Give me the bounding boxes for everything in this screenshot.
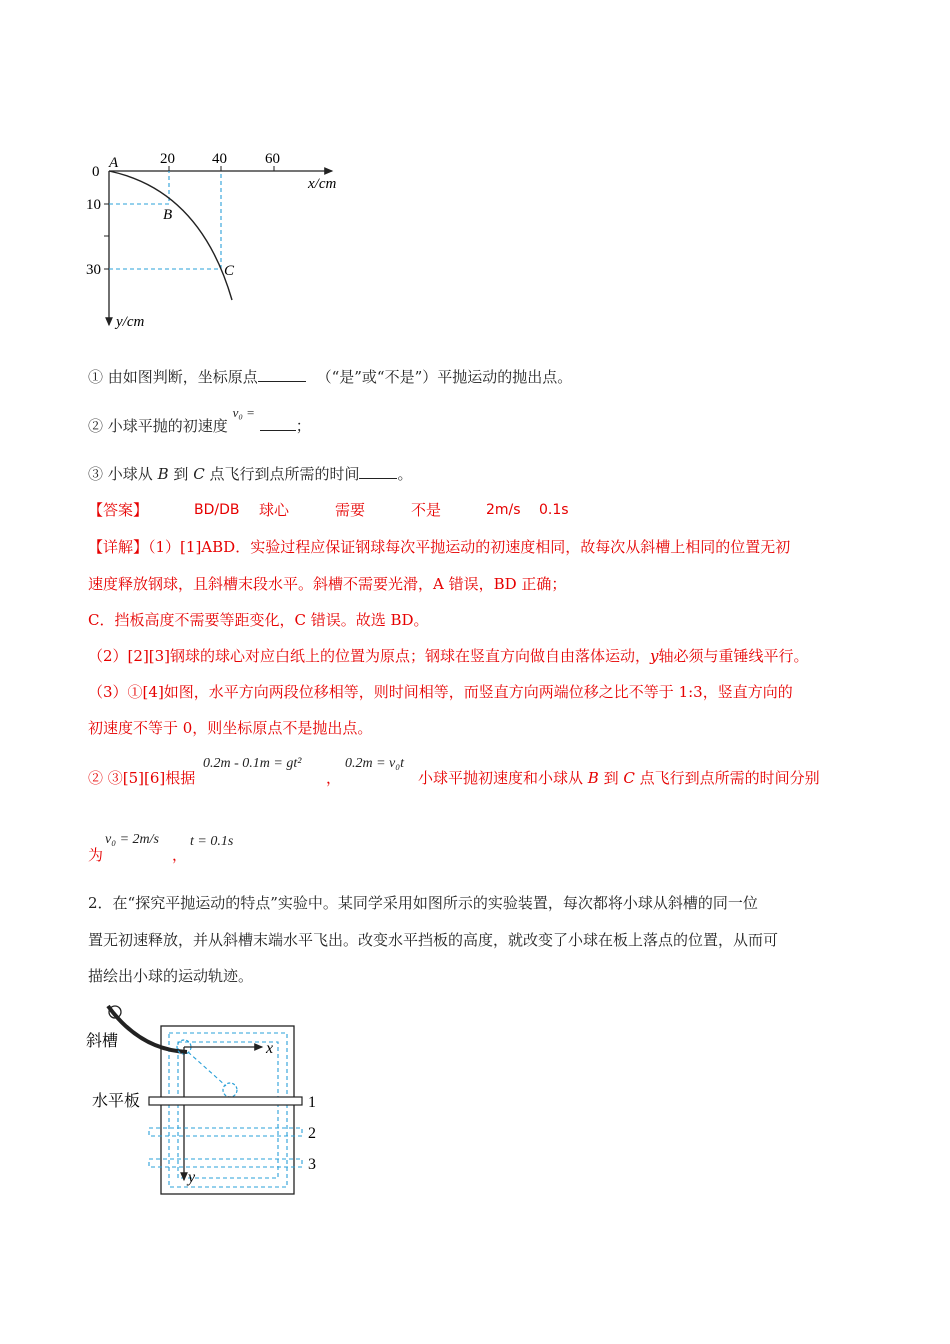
- q3-text-2: 到: [173, 465, 189, 483]
- guide-b: [109, 171, 169, 204]
- answer-item-6: 0.1s: [539, 502, 569, 518]
- point-c-label: C: [224, 263, 235, 279]
- problem-2-line-2: 置无初速释放，并从斜槽末端水平飞出。改变水平挡板的高度，就改变了小球在板上落点的位置，从而可: [88, 931, 779, 949]
- position-label-2: 2: [308, 1125, 316, 1142]
- q3-end: 。: [397, 465, 413, 483]
- detail-line-8: 为: [88, 846, 104, 864]
- q2-blank[interactable]: [260, 430, 296, 431]
- x-tick-60: 60: [265, 151, 280, 167]
- detail-text-4b: 轴必须与重锤线平行。: [658, 647, 809, 665]
- detail-tag: 【详解】: [88, 538, 149, 556]
- detail-line-6: 初速度不等于 0，则坐标原点不是抛出点。: [88, 719, 373, 737]
- q1-text-before: 由如图判断，坐标原点: [107, 368, 258, 386]
- problem-2-line-3: 描绘出小球的运动轨迹。: [88, 967, 254, 985]
- detail-line-4: [88, 646, 809, 666]
- equation-3: v₀ = 2m/s: [105, 832, 159, 847]
- detail-text-4a: （2）[2][3]钢球的球心对应白纸上的位置为原点；钢球在竖直方向做自由落体运动，: [88, 647, 651, 665]
- answer-line: [88, 500, 148, 520]
- answer-tag: 【答案】: [88, 501, 149, 519]
- q2-number: ②: [88, 417, 104, 435]
- y-tick-30: 30: [86, 262, 101, 278]
- detail-line-3: C．挡板高度不需要等距变化，C 错误。故选 BD。: [88, 611, 429, 629]
- answer-item-5: 2m/s: [486, 502, 521, 518]
- chute-track: [108, 1006, 187, 1052]
- board-position-3: [149, 1159, 302, 1167]
- equation-1: 0.2m - 0.1m = gt²: [203, 756, 302, 771]
- detail-y-axis: y: [650, 647, 659, 665]
- problem-2-line-1: 2．在“探究平抛运动的特点”实验中。某同学采用如图所示的实验装置，每次都将小球从斜槽的同一位: [88, 894, 758, 912]
- detail-text-7c: 到: [603, 769, 619, 787]
- detail-comma-1: ，: [326, 769, 342, 787]
- detail-line-7: [88, 768, 195, 788]
- detail-line-2: 速度释放钢球，且斜槽末段水平。斜槽不需要光滑，A 错误，BD 正确；: [88, 575, 567, 593]
- q1-blank[interactable]: [258, 381, 306, 382]
- q3-number: ③: [88, 465, 104, 483]
- q3-point-b: B: [157, 465, 169, 483]
- detail-line-7b: [418, 768, 820, 788]
- q2-text: 小球平抛的初速度: [107, 417, 228, 435]
- detail-text-7a: ② ③[5][6]根据: [88, 769, 196, 787]
- question-2: [88, 405, 311, 437]
- q3-text-1: 小球从: [107, 465, 153, 483]
- q3-blank[interactable]: [359, 478, 397, 479]
- x-axis-label: x/cm: [308, 176, 337, 192]
- equation-4: t = 0.1s: [190, 834, 234, 849]
- answer-item-2: 球心: [259, 501, 290, 519]
- point-b-label: B: [163, 207, 173, 223]
- detail-line-5: （3）①[4]如图，水平方向两段位移相等，则时间相等，而竖直方向两端位移之比不等于 1:3，竖直方向的: [88, 683, 793, 701]
- detail-text-7b: 小球平抛初速度和小球从: [418, 769, 584, 787]
- detail-point-b: B: [587, 769, 599, 787]
- question-3: [88, 464, 413, 484]
- q2-end: ；: [295, 417, 311, 435]
- board-label: 水平板: [92, 1093, 141, 1110]
- board-position-1: [149, 1097, 302, 1105]
- detail-comma-2: ，: [172, 846, 188, 864]
- q1-number: ①: [88, 368, 104, 386]
- x-tick-40: 40: [212, 151, 227, 167]
- answer-item-4: 不是: [411, 501, 442, 519]
- point-a-label: A: [109, 155, 119, 171]
- x-tick-20: 20: [160, 151, 175, 167]
- detail-text-1: （1）[1]ABD．实验过程应保证钢球每次平抛运动的初速度相同，故每次从斜槽上相同的位置无初: [148, 538, 791, 556]
- board-position-2: [149, 1128, 302, 1136]
- y-axis-label: y/cm: [116, 314, 145, 330]
- answer-item-3: 需要: [335, 501, 366, 519]
- trajectory-figure: [80, 140, 360, 340]
- position-label-1: 1: [308, 1094, 316, 1111]
- origin-label: 0: [92, 164, 100, 180]
- q1-text-after: （“是”或“不是”）平抛运动的抛出点。: [316, 368, 573, 386]
- position-label-3: 3: [308, 1156, 316, 1173]
- apparatus-figure: [80, 1000, 350, 1205]
- detail-line-1: [88, 537, 790, 557]
- q3-point-c: C: [193, 465, 205, 483]
- detail-text-7d: 点飞行到点所需的时间分别: [639, 769, 820, 787]
- answer-item-1: BD/DB: [194, 502, 240, 518]
- chute-label: 斜槽: [86, 1033, 119, 1050]
- y-tick-10: 10: [86, 197, 101, 213]
- apparatus-y-label: y: [188, 1169, 196, 1186]
- landing-ball: [223, 1083, 237, 1097]
- q2-formula: v₀ =: [232, 405, 255, 420]
- detail-point-c: C: [623, 769, 635, 787]
- apparatus-x-label: x: [266, 1040, 274, 1057]
- trajectory-curve: [109, 171, 232, 300]
- q3-text-3: 点飞行到点所需的时间: [209, 465, 360, 483]
- question-1: [88, 367, 572, 387]
- equation-2: 0.2m = v₀t: [345, 756, 405, 771]
